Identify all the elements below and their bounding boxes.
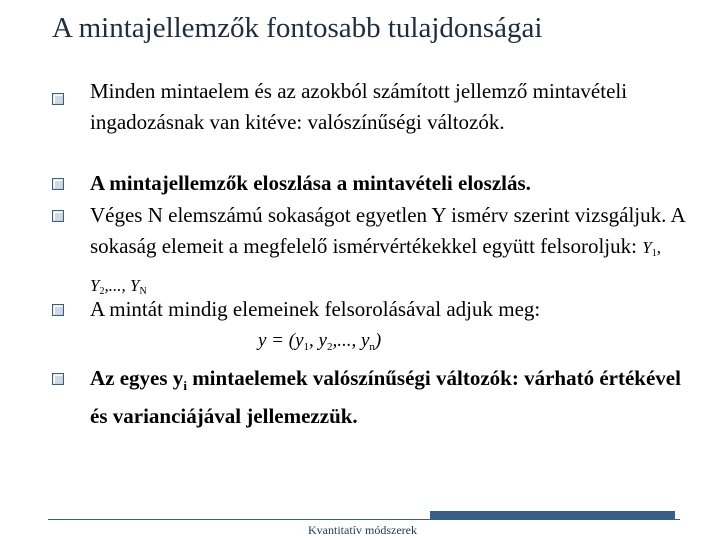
footer-accent-bar: [430, 511, 675, 520]
checkbox-bullet-icon: [52, 210, 64, 222]
bullet-text-5: Az egyes $y_i$ mintaelemek valószínűségi változók: várható értékével és varianciájával jellemezzük.: [90, 366, 681, 429]
bullet-text-2: A mintajellemzők eloszlása a mintavételi eloszlás.: [90, 171, 531, 195]
checkbox-bullet-icon: [52, 373, 64, 385]
bullet-text-3: [90, 200, 690, 307]
checkbox-bullet-icon: [52, 304, 64, 316]
checkbox-bullet-icon: [52, 178, 64, 190]
footer-text: Kvantitatív módszerek: [308, 523, 417, 537]
formula-sample: $y = (y_1$, $y_2$,..., $y_n$): [258, 330, 382, 353]
checkbox-bullet-icon: [52, 93, 64, 105]
bullet-text-1: Minden mintaelem és az azokból számított jellemző mintavételi ingadozásnak van kitéve: valószínűségi változók.: [90, 79, 628, 134]
bullet-text-4: A mintát mindig elemeinek felsorolásával adjuk meg:: [90, 297, 541, 321]
formula-population: $Y_1$, $Y_2$,..., $Y_N$: [90, 238, 661, 297]
bullet-text-3-body: Véges N elemszámú sokaságot egyetlen Y ismérv szerint vizsgáljuk. A sokaság elemeit a megfelelő ismérvértékekkel együtt felsoroljuk:: [90, 203, 685, 258]
page-title: A mintajellemzők fontosabb tulajdonságai: [52, 12, 543, 44]
